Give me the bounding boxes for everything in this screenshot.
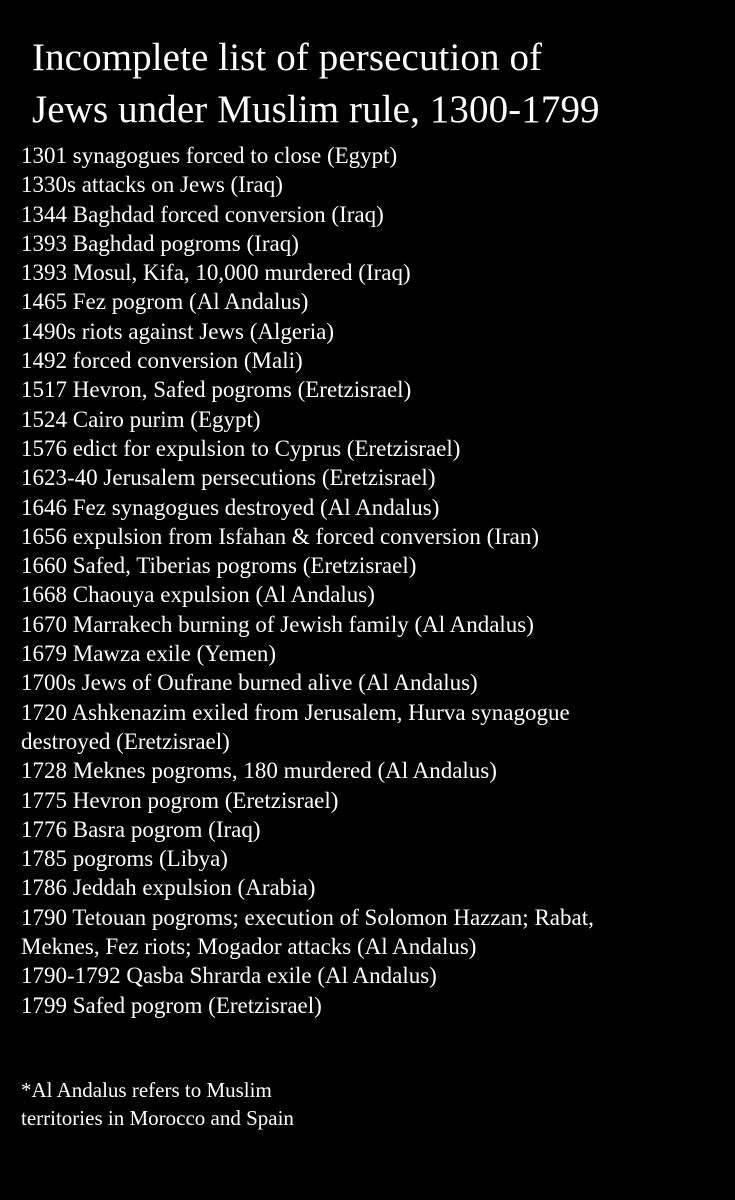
list-item-text: 1785 pogroms (Libya) — [21, 846, 228, 872]
list-item-text: 1668 Chaouya expulsion (Al Andalus) — [21, 582, 375, 608]
footnote-line-1: *Al Andalus refers to Muslim — [21, 1078, 272, 1102]
list-item-text: 1517 Hevron, Safed pogroms (Eretzisrael) — [21, 377, 412, 403]
list-item — [21, 844, 726, 873]
list-item-text: 1524 Cairo purim (Egypt) — [21, 406, 261, 432]
list-item-text: 1679 Mawza exile (Yemen) — [21, 641, 277, 667]
list-item — [21, 786, 726, 815]
list-item-text: 1799 Safed pogrom (Eretzisrael) — [21, 992, 322, 1018]
list-item — [21, 551, 726, 580]
list-item — [21, 258, 726, 287]
list-item-text: 1728 Meknes pogroms, 180 murdered (Al Andalus) — [21, 758, 497, 784]
list-item-text: 1700s Jews of Oufrane burned alive (Al Andalus) — [21, 670, 478, 696]
list-item — [21, 639, 726, 668]
list-item — [21, 229, 726, 258]
list-item-text: 1490s riots against Jews (Algeria) — [21, 318, 334, 344]
list-item-text: 1393 Mosul, Kifa, 10,000 murdered (Iraq) — [21, 260, 411, 286]
list-item-text: 1301 synagogues forced to close (Egypt) — [21, 143, 398, 168]
list-item — [21, 287, 726, 316]
list-item-text: Meknes, Fez riots; Mogador attacks (Al Andalus) — [21, 934, 477, 960]
list-item-text: 1393 Baghdad pogroms (Iraq) — [21, 230, 299, 256]
list-item-text: 1786 Jeddah expulsion (Arabia) — [21, 875, 316, 901]
footnote — [21, 1076, 621, 1132]
list-item — [21, 375, 726, 404]
list-item — [21, 346, 726, 375]
list-item-text: 1465 Fez pogrom (Al Andalus) — [21, 289, 309, 315]
list-item — [21, 580, 726, 609]
list-item — [21, 170, 726, 199]
list-item-text: destroyed (Eretzisrael) — [21, 728, 230, 754]
list-item — [21, 698, 726, 757]
page-title-line-2: Jews under Muslim rule, 1300-1799 — [32, 88, 600, 131]
list-item-text: 1623-40 Jerusalem persecutions (Eretzisrael) — [21, 465, 436, 491]
list-item-text: 1330s attacks on Jews (Iraq) — [21, 172, 283, 198]
list-item — [21, 141, 726, 170]
list-item-text: 1790-1792 Qasba Shrarda exile (Al Andalus) — [21, 963, 437, 989]
list-item — [21, 873, 726, 902]
list-item — [21, 610, 726, 639]
list-item-text: 1656 expulsion from Isfahan & forced conversion (Iran) — [21, 523, 539, 549]
list-item — [21, 317, 726, 346]
list-item-text: 1646 Fez synagogues destroyed (Al Andalus) — [21, 494, 440, 520]
list-item — [21, 991, 726, 1020]
list-item-text: 1775 Hevron pogrom (Eretzisrael) — [21, 787, 339, 813]
persecution-list — [21, 141, 726, 1020]
list-item-text: 1344 Baghdad forced conversion (Iraq) — [21, 201, 384, 227]
list-item-text: 1720 Ashkenazim exiled from Jerusalem, Hurva synagogue — [21, 699, 570, 725]
list-item-text: 1576 edict for expulsion to Cyprus (Eretzisrael) — [21, 435, 461, 461]
list-item-text: 1776 Basra pogrom (Iraq) — [21, 816, 261, 842]
list-item — [21, 200, 726, 229]
list-item-text: 1790 Tetouan pogroms; execution of Solomon Hazzan; Rabat, — [21, 904, 594, 930]
list-item-text: 1670 Marrakech burning of Jewish family (Al Andalus) — [21, 611, 534, 637]
list-item — [21, 434, 726, 463]
list-item — [21, 961, 726, 990]
list-item — [21, 463, 726, 492]
list-item-text: 1660 Safed, Tiberias pogroms (Eretzisrael) — [21, 553, 417, 579]
list-item — [21, 405, 726, 434]
footnote-line-2: territories in Morocco and Spain — [21, 1106, 294, 1130]
list-item — [21, 493, 726, 522]
list-item — [21, 815, 726, 844]
list-item-text: 1492 forced conversion (Mali) — [21, 348, 303, 374]
list-item — [21, 756, 726, 785]
list-item — [21, 668, 726, 697]
list-item — [21, 903, 726, 962]
page-title-line-1: Incomplete list of persecution of — [32, 36, 543, 79]
list-item — [21, 522, 726, 551]
page-title — [32, 32, 722, 136]
